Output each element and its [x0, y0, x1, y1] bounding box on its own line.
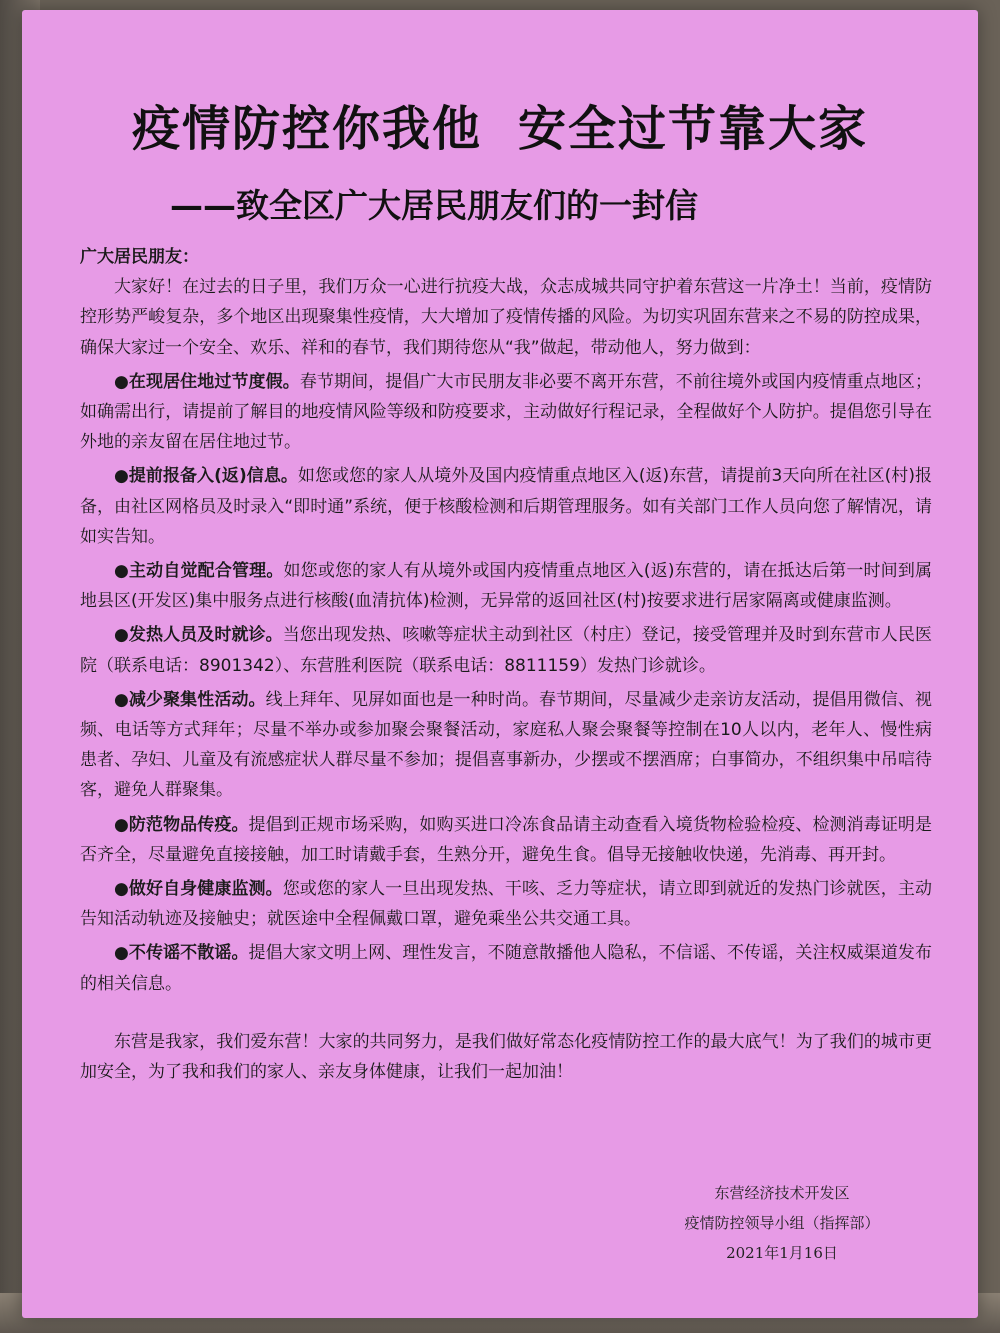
item-text: 春节期间，提倡广大市民朋友非必要不离开东营，不前往境外或国内疫情重点地区；如确需出行，请提前了解目的地疫情风险等级和防疫要求，主动做好行程记录，全程做好个人防护。提倡您引导在外地的亲友留在居住地过节。: [80, 371, 932, 453]
title-part1: 疫情防控你我他: [131, 101, 482, 157]
item-heading: ●做好自身健康监测。: [114, 879, 283, 900]
item-heading: ●不传谣不散谣。: [114, 943, 249, 964]
item-heading: ●提前报备入(返)信息。: [114, 466, 298, 487]
signature-org2: 疫情防控领导小组（指挥部）: [684, 1214, 880, 1232]
closing-paragraph: 东营是我家，我们爱东营！大家的共同努力，是我们做好常态化疫情防控工作的最大底气！为了我们的城市更加安全，为了我和我们的家人、亲友身体健康，让我们一起加油！: [80, 1031, 932, 1083]
item-text: 如您或您的家人有从境外或国内疫情重点地区入(返)东营的，请在抵达后第一时间到属地县区(开发区)集中服务点进行核酸(血清抗体)检测，无异常的返回社区(村)按要求进行居家隔离或健康监测。: [80, 561, 932, 612]
letter-subtitle: ——致全区广大居民朋友们的一封信: [170, 186, 698, 225]
item-heading: ●在现居住地过节度假。: [114, 371, 300, 392]
item-reduce-gathering: [80, 685, 932, 806]
item-text: 提倡到正规市场采购，如购买进口冷冻食品请主动查看入境货物检验检疫、检测消毒证明是否齐全，尽量避免直接接触，加工时请戴手套，生熟分开，避免生食。倡导无接触收快递，先消毒、再开封。: [80, 814, 932, 865]
item-text: 提倡大家文明上网、理性发言，不随意散播他人隐私，不信谣、不传谣，关注权威渠道发布的相关信息。: [80, 943, 932, 994]
item-cooperate: [80, 556, 932, 616]
signature-date: 2021年1月16日: [726, 1244, 838, 1262]
item-heading: ●减少聚集性活动。: [114, 689, 266, 710]
letter-body: [80, 242, 932, 1087]
intro-paragraph: 大家好！在过去的日子里，我们万众一心进行抗疫大战，众志成城共同守护着东营这一片净土！当前，疫情防控形势严峻复杂，多个地区出现聚集性疫情，大大增加了疫情传播的风险。为切实巩固东营来之不易的防控成果，确保大家过一个安全、欢乐、祥和的春节，我们期待您从“我”做起，带动他人，努力做到：: [80, 277, 932, 358]
greeting: 广大居民朋友：: [80, 247, 199, 267]
item-goods-safety: [80, 810, 932, 870]
letter-paper: [22, 10, 978, 1318]
item-heading: ●主动自觉配合管理。: [114, 561, 284, 582]
signature-block: [642, 1178, 922, 1268]
item-no-rumors: [80, 938, 932, 998]
item-report-return: [80, 461, 932, 552]
letter-title: [22, 90, 978, 159]
item-text: 您或您的家人一旦出现发热、干咳、乏力等症状，请立即到就近的发热门诊就医，主动告知活动轨迹及接触史；就医途中全程佩戴口罩，避免乘坐公共交通工具。: [80, 879, 932, 930]
item-text: 线上拜年、见屏如面也是一种时尚。春节期间，尽量减少走亲访友活动，提倡用微信、视频、电话等方式拜年；尽量不举办或参加聚会聚餐活动，家庭私人聚会聚餐等控制在10人以内，老年人、慢性病患者、孕妇、儿童及有流感症状人群尽量不参加；提倡喜事新办，少摆或不摆酒席；白事简办，不组织集中吊唁待客，避免人群聚集。: [80, 689, 932, 801]
item-text: 如您或您的家人从境外及国内疫情重点地区入(返)东营，请提前3天向所在社区(村)报备，由社区网格员及时录入“即时通”系统，便于核酸检测和后期管理服务。如有关部门工作人员向您了解情况，请如实告知。: [80, 466, 933, 547]
item-heading: ●防范物品传疫。: [114, 814, 249, 835]
title-part2: 安全过节靠大家: [518, 101, 869, 157]
signature-org1: 东营经济技术开发区: [714, 1184, 850, 1202]
item-fever-clinic: [80, 620, 932, 680]
item-health-monitor: [80, 874, 932, 934]
item-stay-local: [80, 367, 932, 458]
item-heading: ●发热人员及时就诊。: [114, 625, 283, 646]
item-text: 当您出现发热、咳嗽等症状主动到社区（村庄）登记，接受管理并及时到东营市人民医院（联系电话：8901342）、东营胜利医院（联系电话：8811159）发热门诊就诊。: [80, 625, 932, 676]
